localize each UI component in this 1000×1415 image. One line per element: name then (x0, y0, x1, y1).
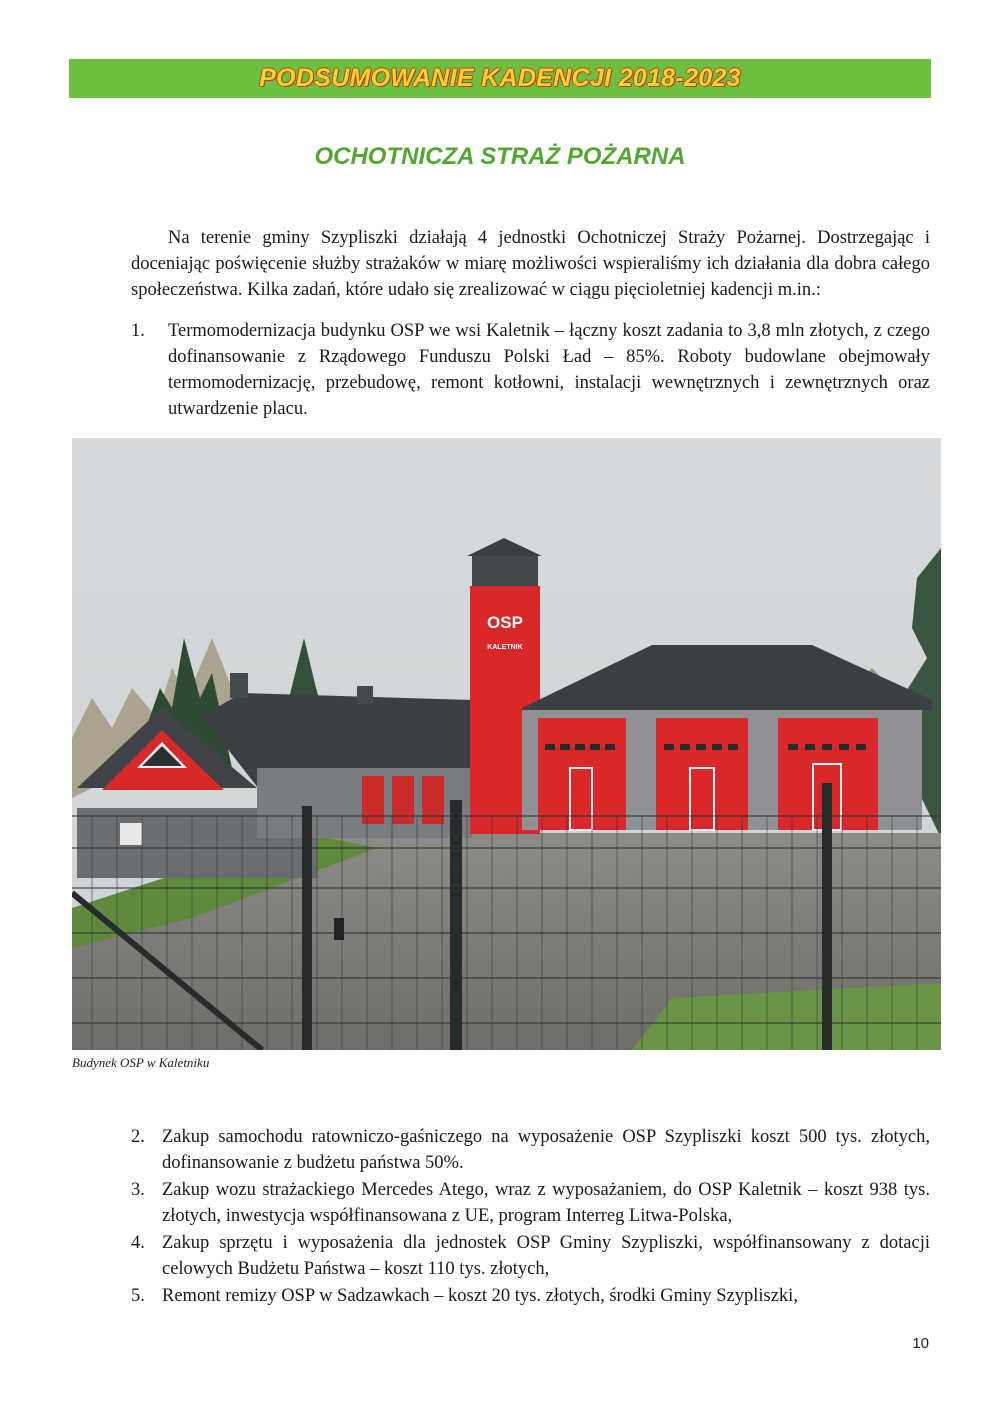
section-title: OCHOTNICZA STRAŻ POŻARNA (314, 143, 686, 170)
list-item-number: 4. (131, 1233, 145, 1253)
list-item (131, 1124, 930, 1176)
list-item (131, 1177, 930, 1229)
list-item (131, 1283, 930, 1309)
list-item-text: Remont remizy OSP w Sadzawkach – koszt 20 tys. złotych, środki Gminy Szypliszki, (162, 1286, 798, 1306)
list-item-text: Zakup wozu strażackiego Mercedes Atego, wraz z wyposażaniem, do OSP Kaletnik – koszt 938 tys. złotych, inwestycja współfinansowana z UE, program Interreg Litwa-Polska, (162, 1180, 930, 1226)
tower-subsign: KALETNIK (487, 644, 523, 651)
list-item (131, 1230, 930, 1282)
intro-paragraph: Na terenie gminy Szypliszki działają 4 jednostki Ochotniczej Straży Pożarnej. Dostrzegając i doceniając poświęcenie służby strażaków w miarę możliwości wspieraliśmy ich działania dla dobra całego społeczeństwa. Kilka zadań, które udało się zrealizować w ciągu pięcioletniej kadencji m.in.: (131, 228, 930, 300)
list-item-number: 5. (131, 1286, 145, 1306)
list-item (131, 318, 930, 422)
banner-title: PODSUMOWANIE KADENCJI 2018-2023 (259, 64, 741, 92)
osp-building-photo (72, 438, 941, 1050)
task-list-top (131, 318, 930, 422)
photo-caption: Budynek OSP w Kaletniku (72, 1055, 210, 1070)
list-item-text: Termomodernizacja budynku OSP we wsi Kaletnik – łączny koszt zadania to 3,8 mln złotych, z czego dofinansowanie z Rządowego Funduszu Polski Ład – 85%. Roboty budowlane obejmowały termomodernizację, przebudowę, remont kotłowni, instalacji wewnętrznych i zewnętrznych oraz utwardzenie placu. (168, 321, 930, 419)
list-item-number: 2. (131, 1127, 145, 1147)
header-banner (69, 59, 931, 98)
list-item-text: Zakup sprzętu i wyposażenia dla jednostek OSP Gminy Szypliszki, współfinansowany z dotacji celowych Budżetu Państwa – koszt 110 tys. złotych, (162, 1233, 930, 1279)
list-item-number: 3. (131, 1180, 145, 1200)
page-number: 10 (912, 1335, 929, 1352)
tower-sign: OSP (487, 613, 523, 632)
list-item-number: 1. (131, 321, 145, 341)
task-list-bottom (131, 1124, 930, 1310)
list-item-text: Zakup samochodu ratowniczo-gaśniczego na wyposażenie OSP Szypliszki koszt 500 tys. złotych, dofinansowanie z budżetu państwa 50%. (162, 1127, 930, 1173)
